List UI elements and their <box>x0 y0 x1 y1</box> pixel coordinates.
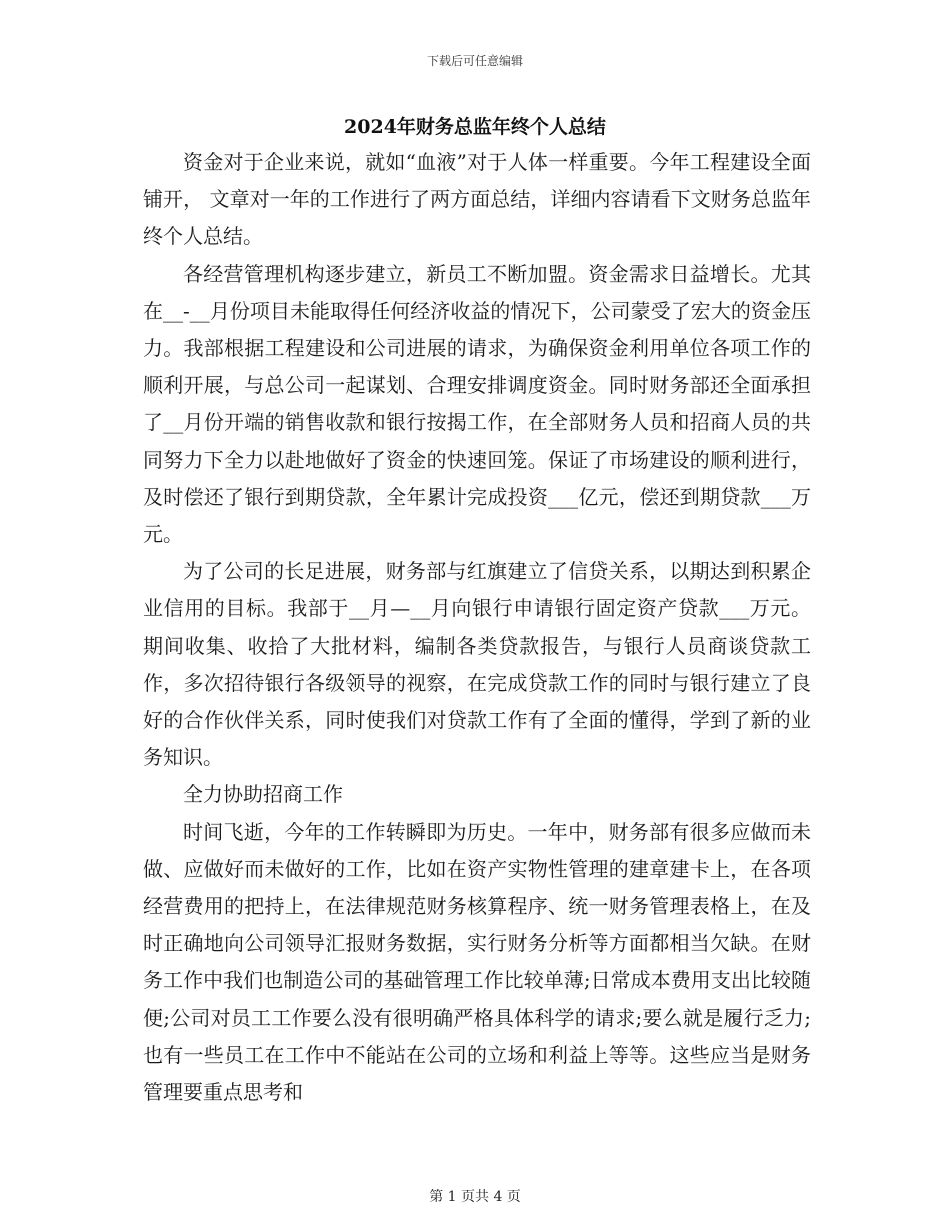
header-note: 下载后可任意编辑 <box>426 54 523 68</box>
document-body <box>143 144 811 1111</box>
paragraph-credit: 为了公司的长足进展，财务部与红旗建立了信贷关系，以期达到积累企业信用的目标。我部于__月—__月向银行申请银行固定资产贷款___万元。期间收集、收拾了大批材料，编制各类贷款报告，与银行人员商谈贷款工作，多次招待银行各级领导的视察，在完成贷款工作的同时与银行建立了良好的合作伙伴关系，同时使我们对贷款工作有了全面的懂得，学到了新的业务知识。 <box>143 559 811 770</box>
document-title: 2024年财务总监年终个人总结 <box>344 116 606 138</box>
paragraph-intro: 资金对于企业来说，就如“血液”对于人体一样重要。今年工程建设全面铺开， 文章对一年的工作进行了两方面总结，详细内容请看下文财务总监年终个人总结。 <box>143 150 811 249</box>
section-heading: 全力协助招商工作 <box>183 782 343 807</box>
paragraph-funding: 各经营管理机构逐步建立，新员工不断加盟。资金需求日益增长。尤其在__-__月份项目未能取得任何经济收益的情况下，公司蒙受了宏大的资金压力。我部根据工程建设和公司进展的请求，为确保资金利用单位各项工作的顺利开展，与总公司一起谋划、合理安排调度资金。同时财务部还全面承担了__月份开端的销售收款和银行按揭工作，在全部财务人员和招商人员的共同努力下全力以赴地做好了资金的快速回笼。保证了市场建设的顺利进行，及时偿还了银行到期贷款，全年累计完成投资___亿元，偿还到期贷款___万元。 <box>143 261 811 547</box>
page-number: 第 1 页共 4 页 <box>429 1189 521 1205</box>
paragraph-review: 时间飞逝，今年的工作转瞬即为历史。一年中，财务部有很多应做而未做、应做好而未做好的工作，比如在资产实物性管理的建章建卡上，在各项经营费用的把持上，在法律规范财务核算程序、统一财务管理表格上，在及时正确地向公司领导汇报财务数据，实行财务分析等方面都相当欠缺。在财务工作中我们也制造公司的基础管理工作比较单薄;日常成本费用支出比较随便;公司对员工工作要么没有很明确严格具体科学的请求;要么就是履行乏力;也有一些员工在工作中不能站在公司的立场和利益上等等。这些应当是财务管理要重点思考和 <box>143 819 811 1105</box>
